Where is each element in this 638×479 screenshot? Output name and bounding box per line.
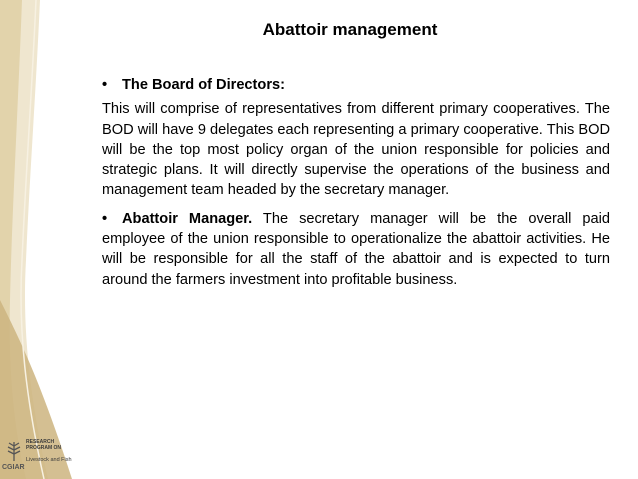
manager-paragraph [102,209,610,290]
wheat-icon [4,440,24,462]
logo-program-text [26,440,82,451]
section-board-heading [102,75,610,95]
decorative-side-band [0,0,80,479]
slide-title: Abattoir management [262,20,438,39]
bullet-icon: • [102,77,108,93]
logo-line-1: RESEARCH [26,439,55,445]
bullet-icon: • [102,210,108,227]
slide-content [102,75,610,298]
cgiar-logo [2,440,82,474]
logo-cgiar-text: CGIAR [2,464,25,471]
board-heading-text: The Board of Directors: [122,77,285,93]
manager-body-text: The secretary manager will be the overall paid employee of the union responsible to operationalize the abattoir activities. He will be responsible for all the staff of the abattoir and is expected to turn around the farmers investment into profitable business. [102,210,610,288]
board-paragraph: This will comprise of representatives from different primary cooperatives. The BOD will have 9 delegates each representing a primary cooperative. This BOD will be the top most policy organ of the union responsible for policies and strategic plans. It will directly supervise the operations of the business and management team headed by the secretary manager. [102,101,610,199]
logo-line-2: PROGRAM ON [26,444,61,451]
manager-heading-text: Abattoir Manager. [122,210,253,227]
logo-livestock-text: Livestock and Fish [26,457,72,463]
